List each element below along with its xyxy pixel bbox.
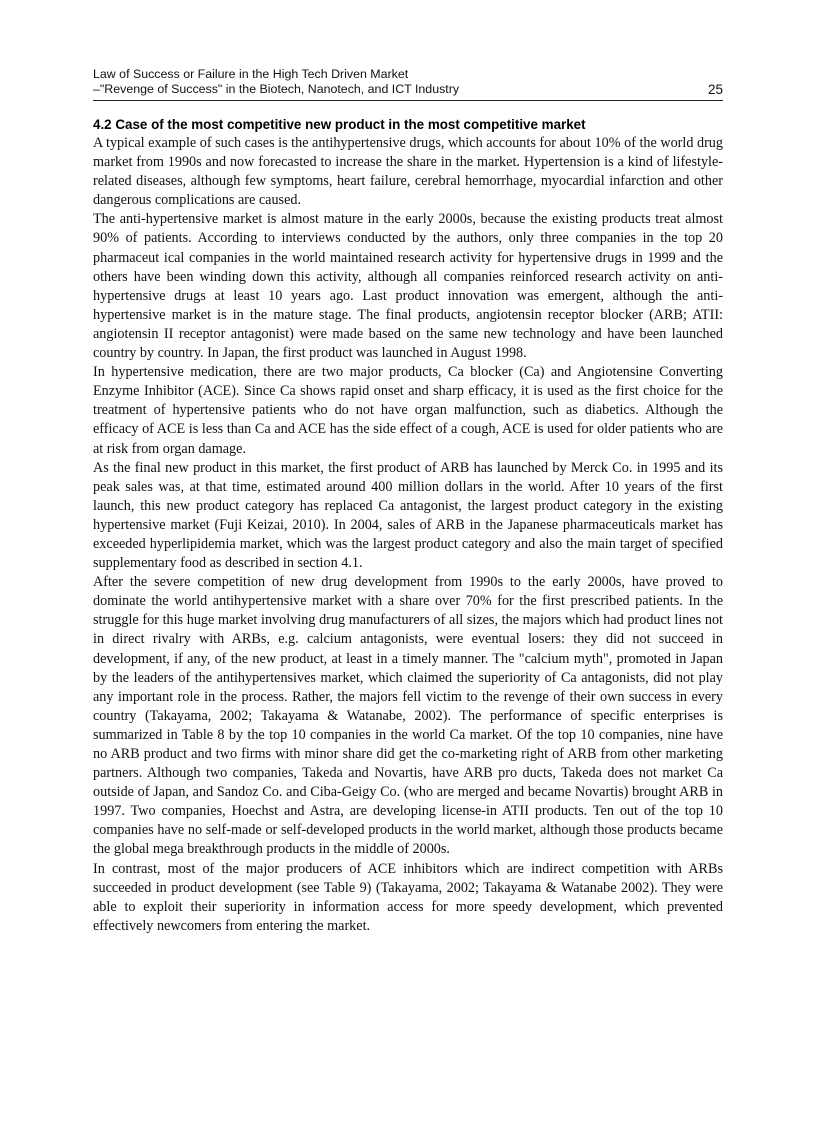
- page-number: 25: [707, 82, 723, 97]
- paragraph: The anti-hypertensive market is almost mature in the early 2000s, because the existing products treat almost 90% of patients. According to interviews conducted by the authors, only three companies in the top 20 pharmaceut ical companies in the world maintained research activity for hypertensive drugs in 1999 and the others have been winding down this activity, although all companies reinforced research activity on anti-hypertensive drugs at least 10 years ago. Last product innovation was emergent, although the anti-hypertensive market is in the mature stage. The final products, angiotensin receptor blocker (ARB; ATII: angiotensin II receptor antagonist) were made based on the same new technology and have been launched country by country. In Japan, the first product was launched in August 1998.: [93, 211, 723, 362]
- book-title: Law of Success or Failure in the High Tech Driven Market: [93, 67, 409, 81]
- paragraph: In contrast, most of the major producers of ACE inhibitors which are indirect competition with ARBs succeeded in product development (see Table 9) (Takayama, 2002; Takayama & Watanabe 2002). They were able to exploit their superiority in information access for more speedy development, which prevented effectively newcomers from entering the market.: [93, 860, 723, 934]
- section-heading: 4.2 Case of the most competitive new product in the most competitive market: [93, 117, 586, 132]
- paragraph: A typical example of such cases is the antihypertensive drugs, which accounts for about 10% of the world drug market from 1990s and now forecasted to increase the share in the market. Hypertension is a kind of lifestyle-related diseases, although few symptoms, heart failure, cerebral hemorrhage, myocardial infarction and other dangerous complications are caused.: [93, 135, 723, 209]
- paragraph: After the severe competition of new drug development from 1990s to the early 2000s, have proved to dominate the world antihypertensive market with a share over 70% for the first prescribed patients. In the struggle for this huge market involving drug manufacturers of all sizes, the majors which had product lines not in direct rivalry with ARBs, e.g. calcium antagonists, were eventual losers: they did not succeed in development, if any, of the new product, at least in a timely manner. The "calcium myth", promoted in Japan by the leaders of the antihypertensives market, which claimed the superiority of Ca antagonists, did not play any important role in the process. Rather, the majors fell victim to the revenge of their own success in every country (Takayama, 2002; Takayama & Watanabe, 2002). The performance of specific enterprises is summarized in Table 8 by the top 10 companies in the world Ca market. Of the top 10 companies, nine have no ARB product and two firms with minor share did get the co-marketing right of ARB from other marketing partners. Although two companies, Takeda and Novartis, have ARB pro ducts, Takeda does not market Ca outside of Japan, and Sandoz Co. and Ciba-Geigy Co. (who are merged and became Novartis) brought ARB in 1997. Two companies, Hoechst and Astra, are developing license-in ATII products. Ten out of the top 10 companies have no self-made or self-developed products in the world market, although those products became the global mega breakthrough products in the middle of 2000s.: [93, 574, 723, 858]
- header-divider: [93, 100, 723, 101]
- paragraph: As the final new product in this market, the first product of ARB has launched by Merck Co. in 1995 and its peak sales was, at that time, estimated around 400 million dollars in the world. After 10 years of the first launch, this new product category has replaced Ca antagonist, the largest product category in the existing hypertensive market (Fuji Keizai, 2010). In 2004, sales of ARB in the Japanese pharmaceuticals market has exceeded hyperlipidemia market, which was the largest product category and also the main target of specified supplementary food as described in section 4.1.: [93, 459, 723, 572]
- book-subtitle: –"Revenge of Success" in the Biotech, Nanotech, and ICT Industry: [93, 82, 460, 96]
- running-header: [93, 67, 723, 101]
- paragraph: In hypertensive medication, there are two major products, Ca blocker (Ca) and Angiotensine Converting Enzyme Inhibitor (ACE). Since Ca shows rapid onset and sharp efficacy, it is used as the first choice for the treatment of hypertensive patients who do not have organ malfunction, such as diabetics. Although the efficacy of ACE is less than Ca and ACE has the side effect of a cough, ACE is used for older patients who are at risk from organ damage.: [93, 364, 723, 457]
- section-body: [93, 115, 723, 936]
